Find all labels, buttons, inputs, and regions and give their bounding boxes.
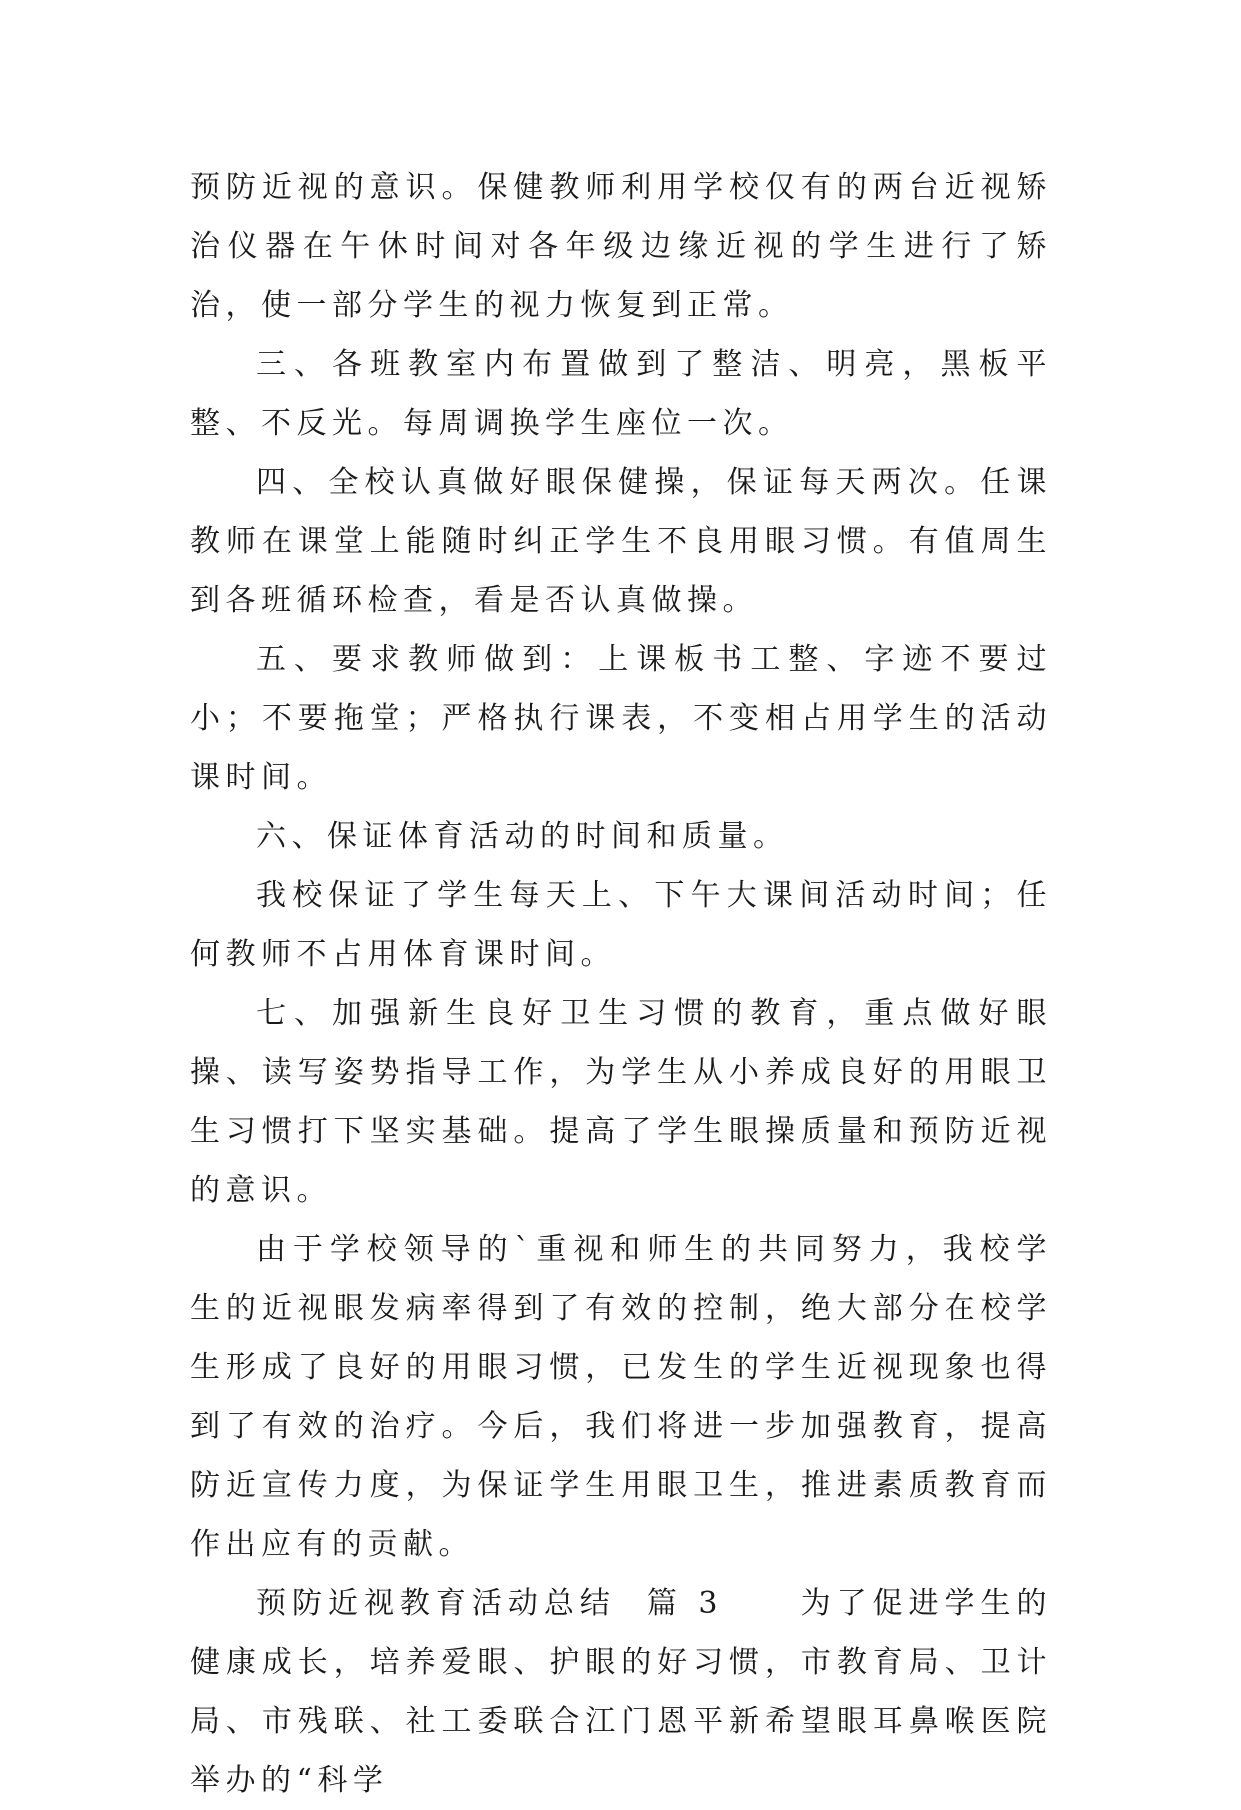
paragraph-3: 四、全校认真做好眼保健操，保证每天两次。任课教师在课堂上能随时纠正学生不良用眼习惯。有值周生到各班循环检查，看是否认真做操。 [190, 465, 1052, 618]
document-body [190, 158, 1052, 1810]
paragraph-2: 三、各班教室内布置做到了整洁、明亮，黑板平整、不反光。每周调换学生座位一次。 [190, 347, 1052, 441]
paragraph-9: 预防近视教育活动总结 篇 3 为了促进学生的健康成长，培养爱眼、护眼的好习惯，市教育局、卫计局、市残联、社工委联合江门恩平新希望眼耳鼻喉医院举办的“科学 [190, 1586, 1052, 1798]
paragraph-6: 我校保证了学生每天上、下午大课间活动时间；任何教师不占用体育课时间。 [190, 878, 1052, 972]
paragraph-1: 预防近视的意识。保健教师利用学校仅有的两台近视矫治仪器在午休时间对各年级边缘近视的学生进行了矫治，使一部分学生的视力恢复到正常。 [190, 170, 1052, 323]
paragraph-7: 七、加强新生良好卫生习惯的教育，重点做好眼操、读写姿势指导工作，为学生从小养成良好的用眼卫生习惯打下坚实基础。提高了学生眼操质量和预防近视的意识。 [190, 996, 1052, 1208]
paragraph-4: 五、要求教师做到：上课板书工整、字迹不要过小；不要拖堂；严格执行课表，不变相占用学生的活动课时间。 [190, 642, 1052, 795]
paragraph-8: 由于学校领导的`重视和师生的共同努力，我校学生的近视眼发病率得到了有效的控制，绝大部分在校学生形成了良好的用眼习惯，已发生的学生近视现象也得到了有效的治疗。今后，我们将进一步加强教育，提高防近宣传力度，为保证学生用眼卫生，推进素质教育而作出应有的贡献。 [190, 1232, 1052, 1562]
paragraph-5: 六、保证体育活动的时间和质量。 [256, 819, 789, 854]
